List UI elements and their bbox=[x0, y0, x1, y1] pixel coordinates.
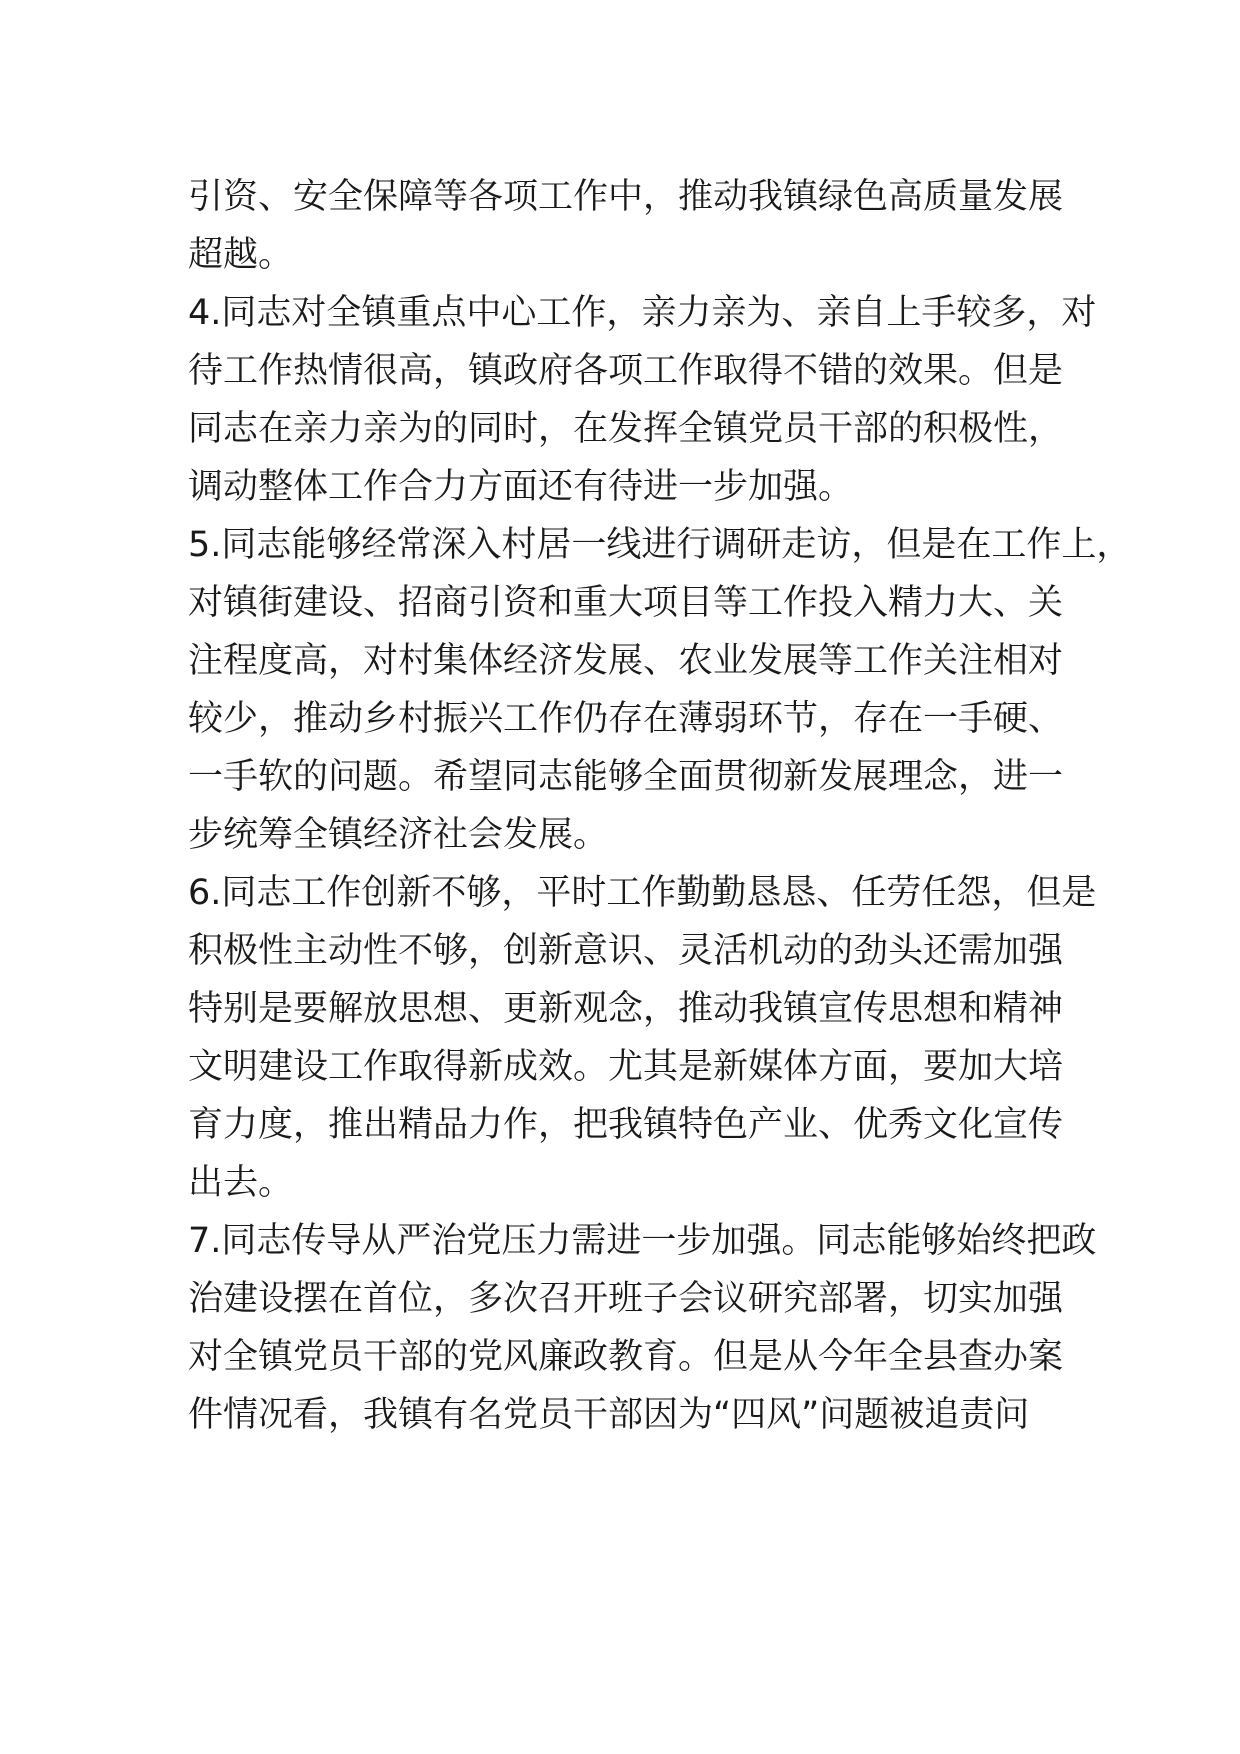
text-line: 同志在亲力亲为的同时，在发挥全镇党员干部的积极性， bbox=[188, 409, 1064, 449]
text-line: 6.同志工作创新不够，平时工作勤勤恳恳、任劳任怨，但是 bbox=[188, 873, 1097, 913]
text-line: 文明建设工作取得新成效。尤其是新媒体方面，要加大培 bbox=[188, 1047, 1064, 1087]
text-line: 对全镇党员干部的党风廉政教育。但是从今年全县查办案 bbox=[188, 1337, 1064, 1377]
text-line: 7.同志传导从严治党压力需进一步加强。同志能够始终把政 bbox=[188, 1221, 1097, 1261]
text-line: 步统筹全镇经济社会发展。 bbox=[188, 815, 609, 855]
text-line: 4.同志对全镇重点中心工作，亲力亲为、亲自上手较多，对 bbox=[188, 293, 1097, 333]
text-line: 调动整体工作合力方面还有待进一步加强。 bbox=[188, 467, 854, 507]
text-line: 注程度高，对村集体经济发展、农业发展等工作关注相对 bbox=[188, 641, 1064, 681]
text-line: 超越。 bbox=[188, 235, 294, 275]
text-line: 特别是要解放思想、更新观念，推动我镇宣传思想和精神 bbox=[188, 989, 1064, 1029]
text-line: 引资、安全保障等各项工作中，推动我镇绿色高质量发展 bbox=[188, 177, 1064, 217]
text-line: 一手软的问题。希望同志能够全面贯彻新发展理念，进一 bbox=[188, 757, 1064, 797]
text-line: 5.同志能够经常深入村居一线进行调研走访，但是在工作上， bbox=[188, 525, 1132, 565]
text-line: 出去。 bbox=[188, 1163, 294, 1203]
text-line: 件情况看，我镇有名党员干部因为“四风”问题被追责问 bbox=[188, 1395, 1030, 1435]
text-line: 育力度，推出精品力作，把我镇特色产业、优秀文化宣传 bbox=[188, 1105, 1064, 1145]
text-line: 待工作热情很高，镇政府各项工作取得不错的效果。但是 bbox=[188, 351, 1064, 391]
text-line: 较少，推动乡村振兴工作仍存在薄弱环节，存在一手硬、 bbox=[188, 699, 1064, 739]
text-line: 对镇街建设、招商引资和重大项目等工作投入精力大、关 bbox=[188, 583, 1064, 623]
text-line: 积极性主动性不够，创新意识、灵活机动的劲头还需加强 bbox=[188, 931, 1064, 971]
text-line: 治建设摆在首位，多次召开班子会议研究部署，切实加强 bbox=[188, 1279, 1064, 1319]
